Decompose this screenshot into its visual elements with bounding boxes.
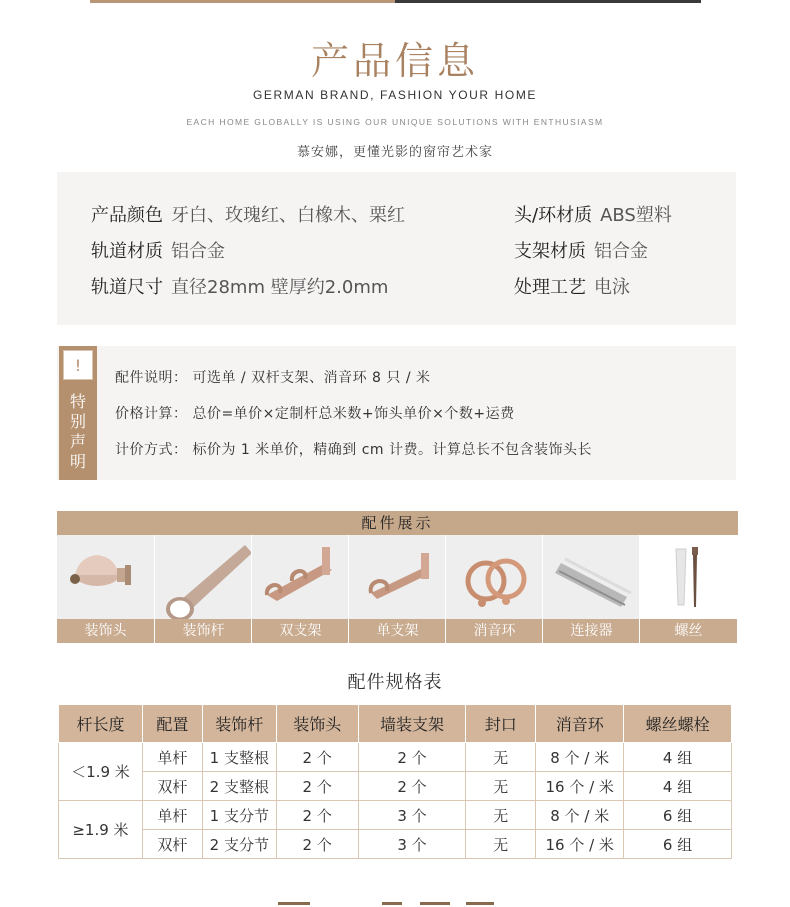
rod-icon — [155, 535, 252, 619]
table-cell: 2 支整根 — [202, 772, 276, 801]
info-bracket-material — [514, 237, 648, 263]
table-row — [59, 772, 732, 801]
table-cell: 8 个 / 米 — [536, 801, 624, 830]
table-cell: 3 个 — [358, 830, 466, 859]
notice-price-line: 价格计算： 总价=单价×定制杆总米数+饰头单价×个数+运费 — [115, 406, 515, 422]
notice-tag-label — [59, 392, 97, 472]
info-process-label: 处理工艺 — [514, 277, 586, 298]
info-rail-size-label: 轨道尺寸 — [91, 277, 163, 298]
table-cell: 双杆 — [142, 830, 202, 859]
notice-tag-char: 明 — [69, 452, 86, 471]
table-cell: 1 支整根 — [202, 743, 276, 772]
accessory-finial — [57, 535, 154, 643]
info-head-material-label: 头/环材质 — [514, 205, 593, 226]
table-cell: 无 — [466, 772, 536, 801]
table-cell: 无 — [466, 830, 536, 859]
length-cell: ＜1.9 米 — [59, 743, 143, 801]
table-cell: 1 支分节 — [202, 801, 276, 830]
accessory-label: 装饰头 — [57, 619, 154, 643]
info-rail-size-value: 直径28mm 壁厚约2.0mm — [171, 277, 389, 298]
finial-icon — [57, 535, 154, 619]
page-title: 产品信息 — [310, 39, 479, 83]
info-rail-material-value: 铝合金 — [171, 241, 225, 262]
info-process — [514, 273, 630, 299]
accessory-label: 螺丝 — [640, 619, 737, 643]
info-process-value: 电泳 — [594, 277, 630, 298]
spec-header-cell: 装饰杆 — [202, 705, 276, 743]
info-head-material-value: ABS塑料 — [600, 205, 672, 226]
table-cell: 2 个 — [276, 743, 358, 772]
spec-table-title: 配件规格表 — [347, 672, 443, 693]
accessory-connector — [542, 535, 639, 643]
next-section-fragment — [270, 900, 530, 907]
info-rail-size — [91, 273, 388, 299]
double-bracket-icon — [252, 535, 349, 619]
spec-header-row — [59, 705, 732, 743]
accessory-screw — [639, 535, 736, 643]
accessory-label: 双支架 — [252, 619, 349, 643]
accessory-label: 连接器 — [543, 619, 640, 643]
accessory-label: 消音环 — [446, 619, 543, 643]
table-cell: 3 个 — [358, 801, 466, 830]
info-color-label: 产品颜色 — [91, 205, 163, 226]
table-cell: 2 个 — [358, 743, 466, 772]
special-notice-panel — [57, 346, 736, 480]
brand-subtitle: GERMAN BRAND, FASHION YOUR HOME — [252, 88, 538, 102]
table-cell: 单杆 — [142, 743, 202, 772]
spec-header-cell: 杆长度 — [59, 705, 143, 743]
connector-icon — [543, 535, 640, 619]
notice-tag — [59, 346, 97, 480]
spec-header-cell: 配置 — [142, 705, 202, 743]
info-color — [91, 201, 405, 227]
table-row — [59, 743, 732, 772]
accessories-gallery — [57, 535, 738, 643]
tagline-chinese: 慕安娜，更懂光影的窗帘艺术家 — [296, 145, 493, 160]
table-cell: 2 支分节 — [202, 830, 276, 859]
single-bracket-icon — [349, 535, 446, 619]
table-cell: 2 个 — [276, 801, 358, 830]
top-accent-bar-dark — [395, 0, 701, 3]
table-row — [59, 830, 732, 859]
accessory-single-bracket — [348, 535, 445, 643]
notice-tag-char: 声 — [69, 432, 86, 451]
info-bracket-material-value: 铝合金 — [594, 241, 648, 262]
table-cell: 无 — [466, 801, 536, 830]
table-row — [59, 801, 732, 830]
info-rail-material — [91, 237, 225, 263]
table-cell: 6 组 — [624, 801, 732, 830]
notice-accessory-line: 配件说明： 可选单 / 双杆支架、消音环 8 只 / 米 — [115, 370, 431, 386]
spec-header-cell: 消音环 — [536, 705, 624, 743]
table-cell: 16 个 / 米 — [536, 772, 624, 801]
ring-icon — [446, 535, 543, 619]
accessory-double-bracket — [251, 535, 348, 643]
accessory-label: 装饰杆 — [155, 619, 252, 643]
spec-header-cell: 装饰头 — [276, 705, 358, 743]
info-head-material — [514, 201, 672, 227]
table-cell: 8 个 / 米 — [536, 743, 624, 772]
length-cell: ≥1.9 米 — [59, 801, 143, 859]
table-cell: 无 — [466, 743, 536, 772]
info-rail-material-label: 轨道材质 — [91, 241, 163, 262]
info-bracket-material-label: 支架材质 — [514, 241, 586, 262]
table-cell: 2 个 — [358, 772, 466, 801]
notice-tag-char: 特 — [69, 392, 86, 411]
spec-table — [58, 704, 732, 859]
table-cell: 4 组 — [624, 772, 732, 801]
accessories-title: 配件展示 — [57, 511, 738, 535]
table-cell: 单杆 — [142, 801, 202, 830]
tagline-english: EACH HOME GLOBALLY IS USING OUR UNIQUE SOLUTIONS WITH ENTHUSIASM — [186, 117, 604, 127]
table-cell: 16 个 / 米 — [536, 830, 624, 859]
table-cell: 4 组 — [624, 743, 732, 772]
top-accent-bar-gold — [90, 0, 395, 3]
accessory-rod — [154, 535, 251, 643]
table-cell: 双杆 — [142, 772, 202, 801]
table-cell: 6 组 — [624, 830, 732, 859]
info-color-value: 牙白、玫瑰红、白橡木、栗红 — [171, 205, 405, 226]
notice-billing-line: 计价方式： 标价为 1 米单价，精确到 cm 计费。计算总长不包含装饰头长 — [115, 442, 592, 458]
exclamation-icon: ! — [63, 350, 93, 380]
table-cell: 2 个 — [276, 772, 358, 801]
accessory-label: 单支架 — [349, 619, 446, 643]
spec-header-cell: 墙装支架 — [358, 705, 466, 743]
spec-header-cell: 封口 — [466, 705, 536, 743]
table-cell: 2 个 — [276, 830, 358, 859]
screw-icon — [640, 535, 737, 619]
spec-header-cell: 螺丝螺栓 — [624, 705, 732, 743]
product-info-panel — [57, 172, 736, 325]
notice-tag-char: 别 — [69, 412, 86, 431]
accessory-ring — [445, 535, 542, 643]
